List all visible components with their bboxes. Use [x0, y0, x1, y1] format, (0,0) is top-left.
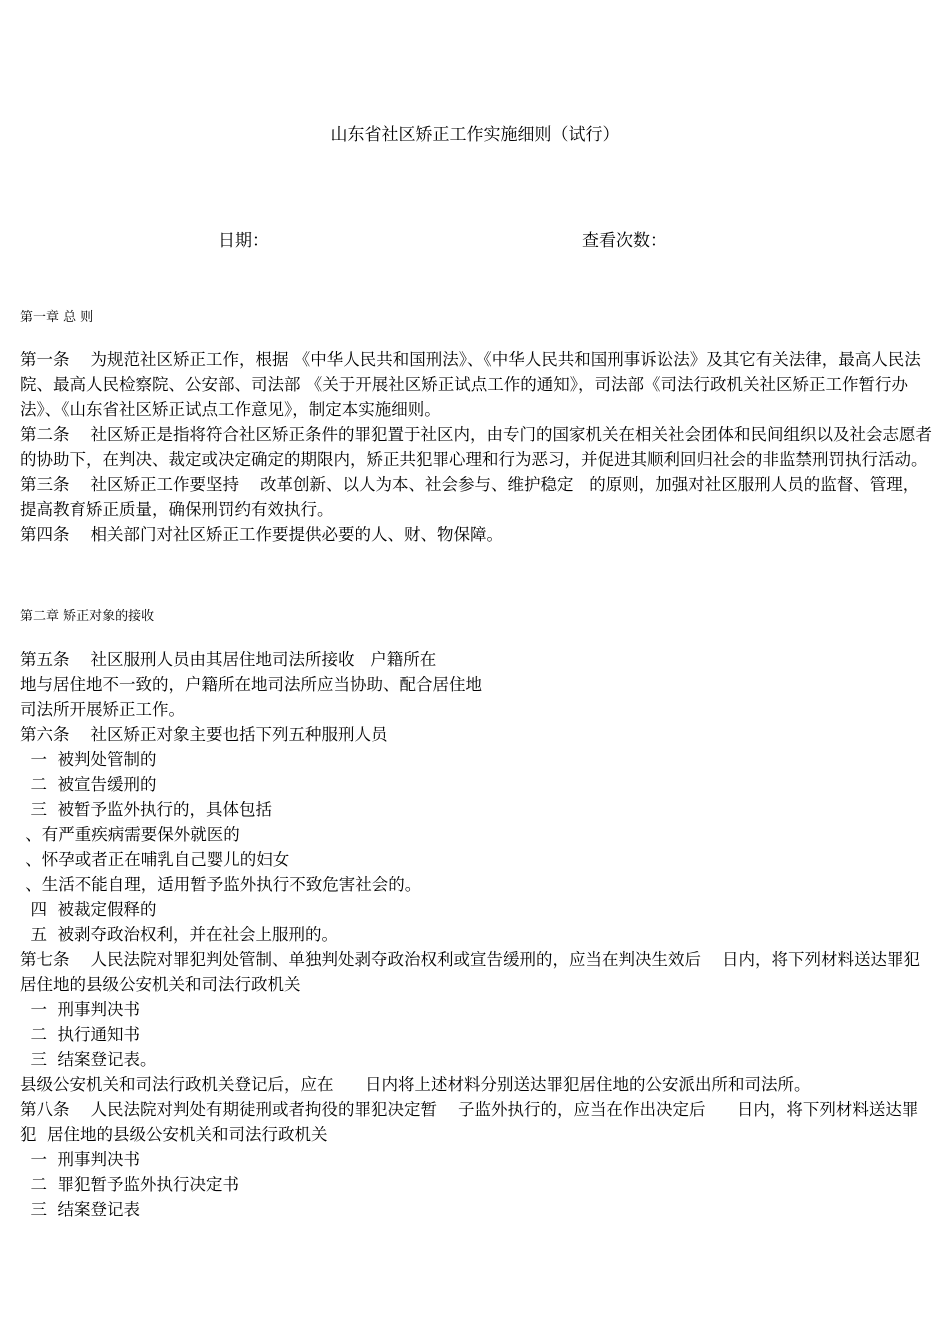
chapter-1-body: 第一条 为规范社区矫正工作，根据 《中华人民共和国刑法》、《中华人民共和国刑事诉讼法》及其它有关法律，最高人民法院、最高人民检察院、公安部、司法部 《关于开展社区矫正试点工作的通知》，司法部《司法行政机关社区矫正工作暂行办法》、《山东省社区矫正试点工作意见》，制定本实施细则。 第二条 社区矫正是指将符合社区矫正条件的罪犯置于社区内，由专门的国家机关在相关社会团体和民间组织以及社会志愿者的协助下，在判决、裁定或决定确定的期限内，矫正共犯罪心理和行为恶习，并促进其顺利回归社会的非监禁刑罚执行活动。 第三条 社区矫正工作要坚持 改革创新、以人为本、社会参与、维护稳定 的原则，加强对社区服刑人员的监督、管理，提高教育矫正质量，确保刑罚约有效执行。 第四条 相关部门对社区矫正工作要提供必要的人、财、物保障。: [20, 350, 932, 544]
document-title: 山东省社区矫正工作实施细则（试行）: [330, 125, 620, 145]
chapter-2-heading: 第二章 矫正对象的接收: [20, 609, 155, 624]
chapter-1-heading: 第一章 总 则: [20, 310, 94, 325]
chapter-2-body: 第五条 社区服刑人员由其居住地司法所接收 户籍所在 地与居住地不一致的，户籍所在地司法所应当协助、配合居住地 司法所开展矫正工作。 第六条 社区矫正对象主要也括下列五种服刑人员 一 被判处管制的 二 被宣告缓刑的 三 被暂予监外执行的，具体包括 、有严重疾病需要保外就医的 、怀孕或者正在哺乳自己婴儿的妇女 、生活不能自理，适用暂予监外执行不致危害社会的。 四 被裁定假释的 五 被剥夺政治权利，并在社会上服刑的。 第七条 人民法院对罪犯判处管制、单独判处剥夺政治权利或宣告缓刑的，应当在判决生效后 日内，将下列材料送达罪犯居住地的县级公安机关和司法行政机关 一 刑事判决书 二 执行通知书 三 结案登记表。 县级公安机关和司法行政机关登记后，应在 日内将上述材料分别送达罪犯居住地的公安派出所和司法所。 第八条 人民法院对判处有期徒刑或者拘役的罪犯决定暂 子监外执行的，应当在作出决定后 日内，将下列材料送达罪犯 居住地的县级公安机关和司法行政机关 一 刑事判决书 二 罪犯暂予监外执行决定书 三 结案登记表: [20, 650, 920, 1219]
date-label: 日期：: [218, 231, 269, 251]
views-label: 查看次数：: [582, 231, 667, 251]
